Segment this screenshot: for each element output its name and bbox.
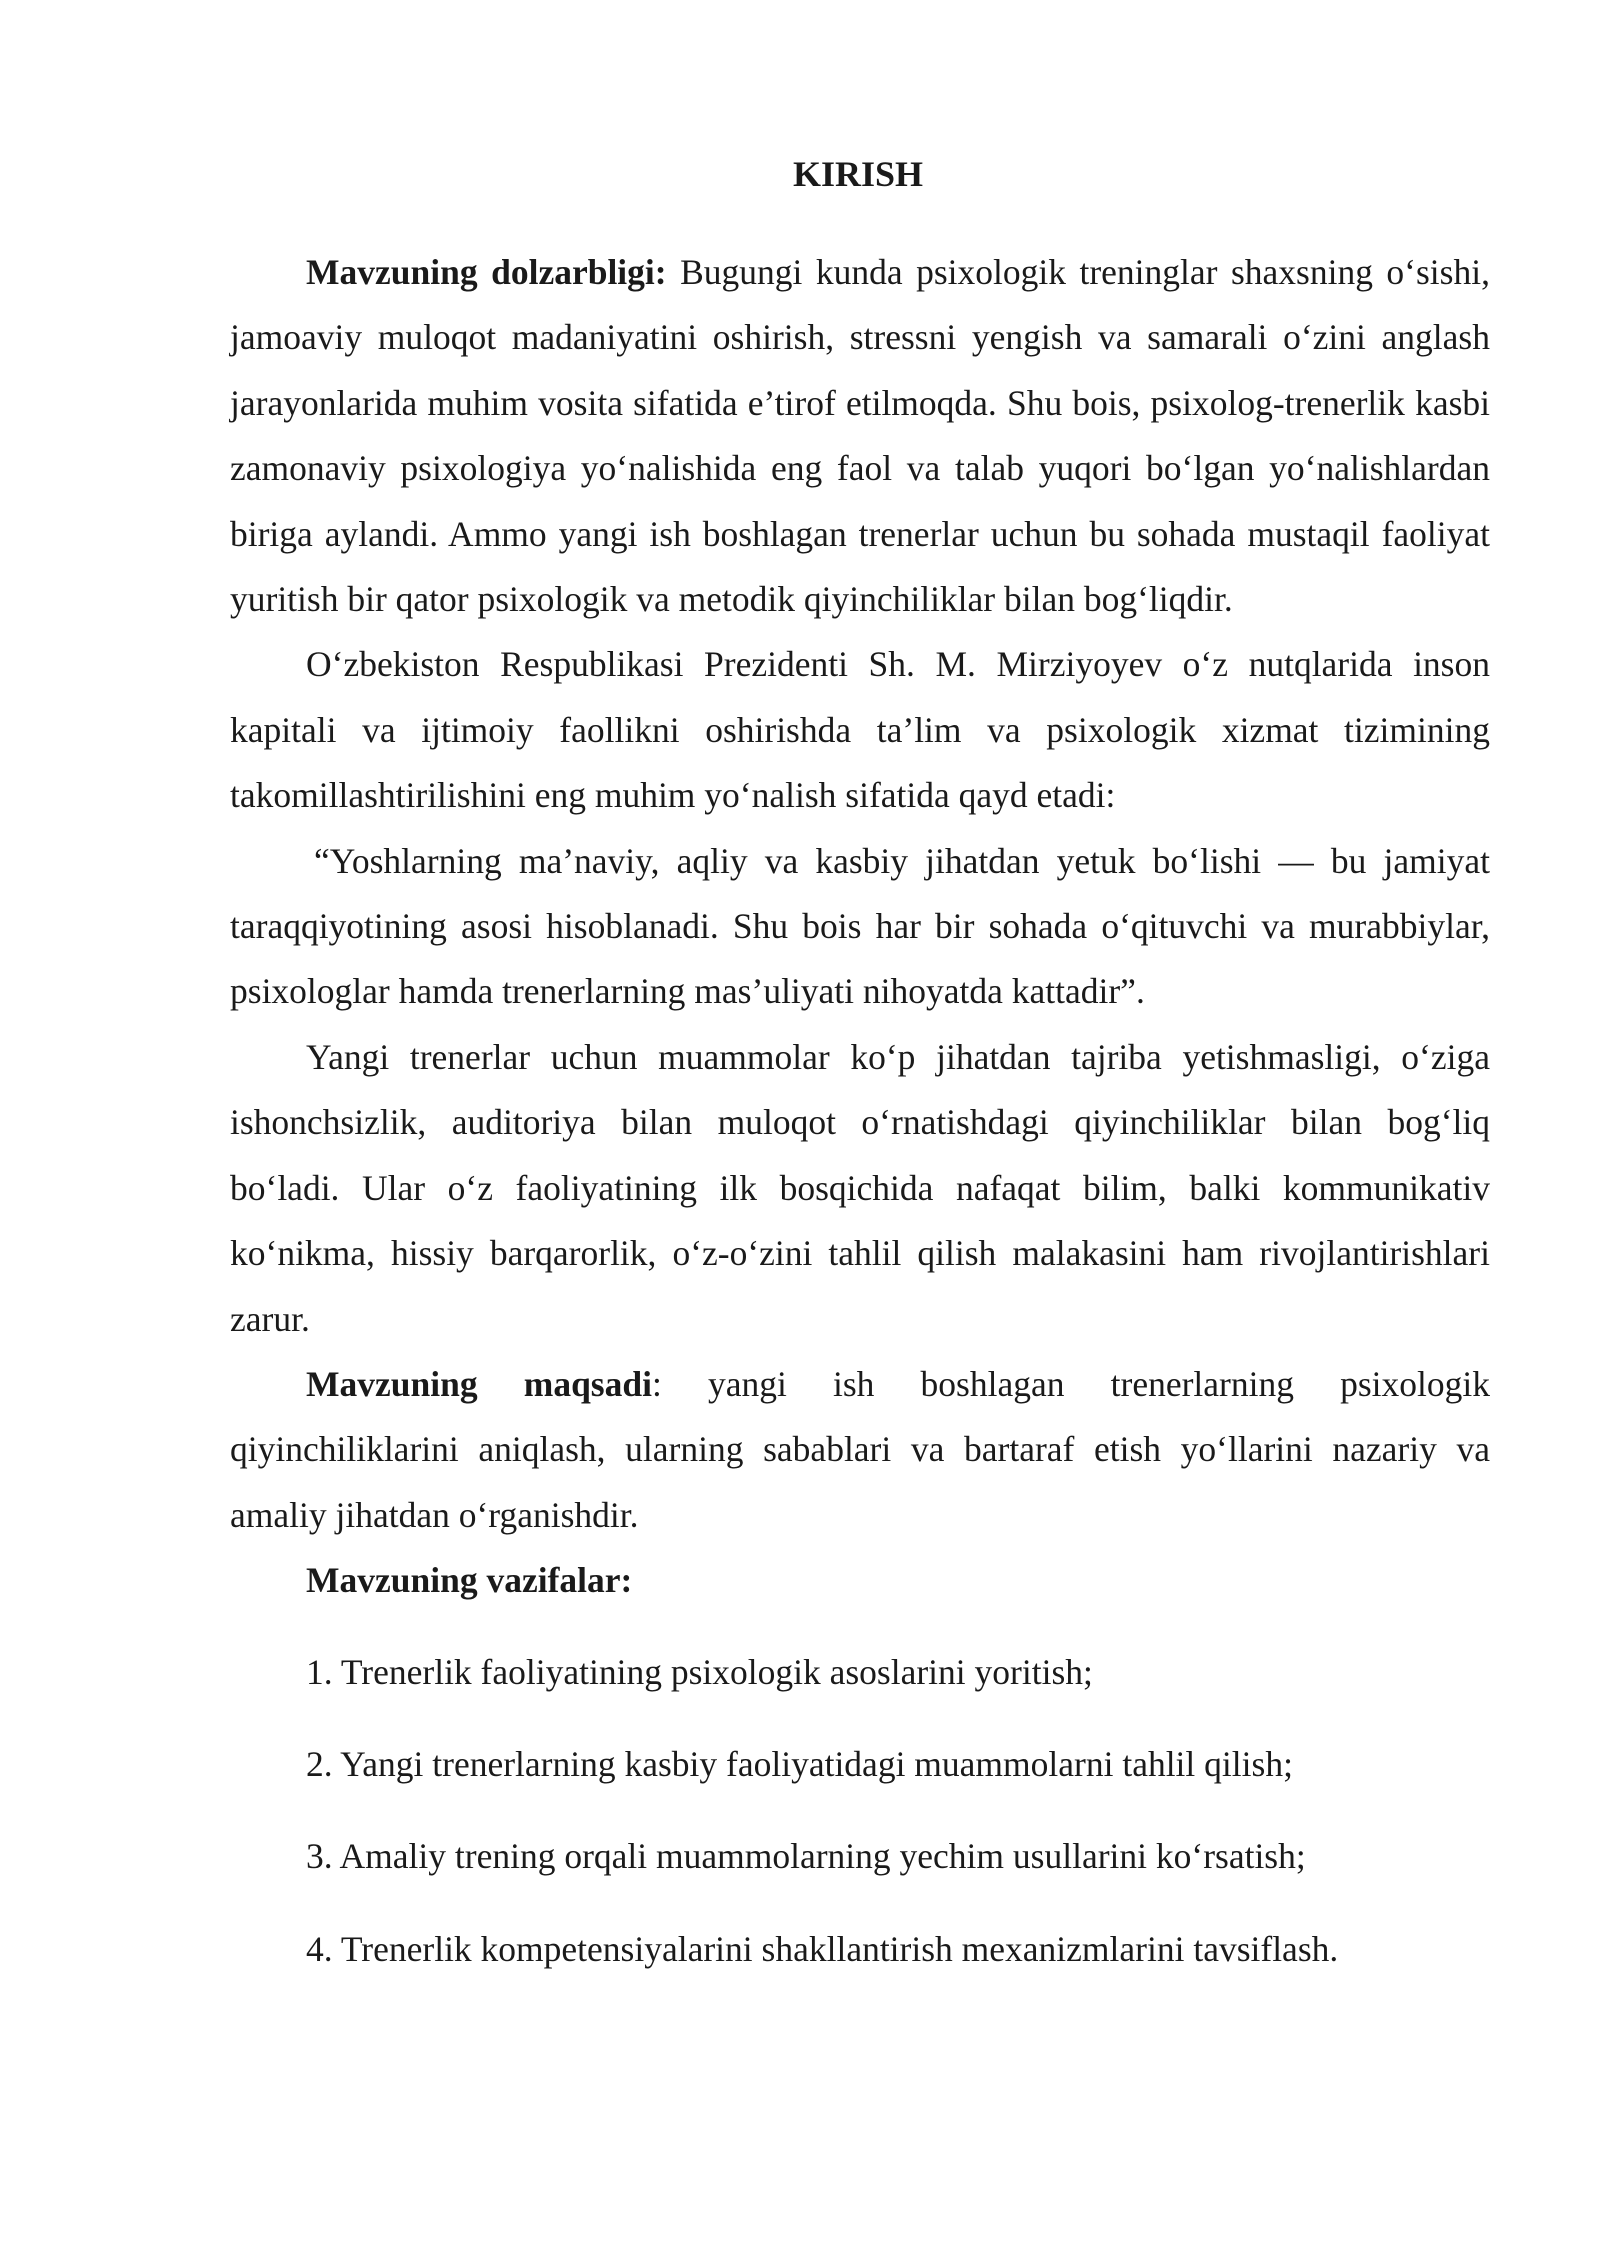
goal-text: : yangi ish boshlagan trenerlarning psixologik qiyinchiliklarini aniqlash, ularning sabablari va bartaraf etish yo‘llarini nazariy va amaliy jihatdan o‘rganishdir. — [230, 1363, 1490, 1535]
tasks-list — [230, 1640, 1490, 1983]
body-text — [230, 240, 1490, 2009]
problems-paragraph: Yangi trenerlar uchun muammolar ko‘p jihatdan tajriba yetishmasligi, o‘ziga ishonchsizlik, auditoriya bilan muloqot o‘rnatishdagi qiyinchiliklar bilan bog‘liq bo‘ladi. Ular o‘z faoliyatining ilk bosqichida nafaqat bilim, balki kommunikativ ko‘nikma, hissiy barqarorlik, o‘z-o‘zini tahlil qilish malakasini ham rivojlantirishlari zarur. — [230, 1036, 1490, 1339]
task-item: 3. Amaliy trening orqali muammolarning yechim usullarini ko‘rsatish; — [306, 1836, 1306, 1877]
task-item: 2. Yangi trenerlarning kasbiy faoliyatidagi muammolarni tahlil qilish; — [306, 1743, 1293, 1784]
goal-label: Mavzuning maqsadi — [306, 1363, 652, 1404]
president-paragraph: O‘zbekiston Respublikasi Prezidenti Sh. M. Mirziyoyev o‘z nutqlarida inson kapitali va ijtimoiy faollikni oshirishda ta’lim va psixologik xizmat tizimining takomillashtirilishini eng muhim yo‘nalish sifatida qayd etadi: — [230, 644, 1490, 816]
president-quote: “Yoshlarning ma’naviy, aqliy va kasbiy jihatdan yetuk bo‘lishi — bu jamiyat taraqqiyotining asosi hisoblanadi. Shu bois har bir sohada o‘qituvchi va murabbiylar, psixologlar hamda trenerlarning mas’uliyati nihoyatda kattadir”. — [230, 840, 1490, 1012]
task-item: 1. Trenerlik faoliyatining psixologik asoslarini yoritish; — [306, 1651, 1093, 1692]
goal-paragraph — [230, 1352, 1490, 1548]
relevance-label: Mavzuning dolzarbligi: — [306, 252, 667, 292]
task-item: 4. Trenerlik kompetensiyalarini shakllantirish mexanizmlarini tavsiflash. — [306, 1928, 1339, 1969]
relevance-paragraph — [230, 240, 1490, 632]
relevance-text: Bugungi kunda psixologik treninglar shaxsning o‘sishi, jamoaviy muloqot madaniyatini oshirish, stressni yengish va samarali o‘zini anglash jarayonlarida muhim vosita sifatida e’tirof etilmoqda. Shu bois, psixolog-trenerlik kasbi zamonaviy psixologiya yo‘nalishida eng faol va talab yuqori bo‘lgan yo‘nalishlardan biriga aylandi. Ammo yangi ish boshlagan trenerlar uchun bu sohada mustaqil faoliyat yuritish bir qator psixologik va metodik qiyinchiliklar bilan bog‘liqdir. — [230, 252, 1490, 620]
tasks-heading: Mavzuning vazifalar: — [306, 1560, 633, 1601]
page-title: KIRISH — [792, 154, 924, 194]
